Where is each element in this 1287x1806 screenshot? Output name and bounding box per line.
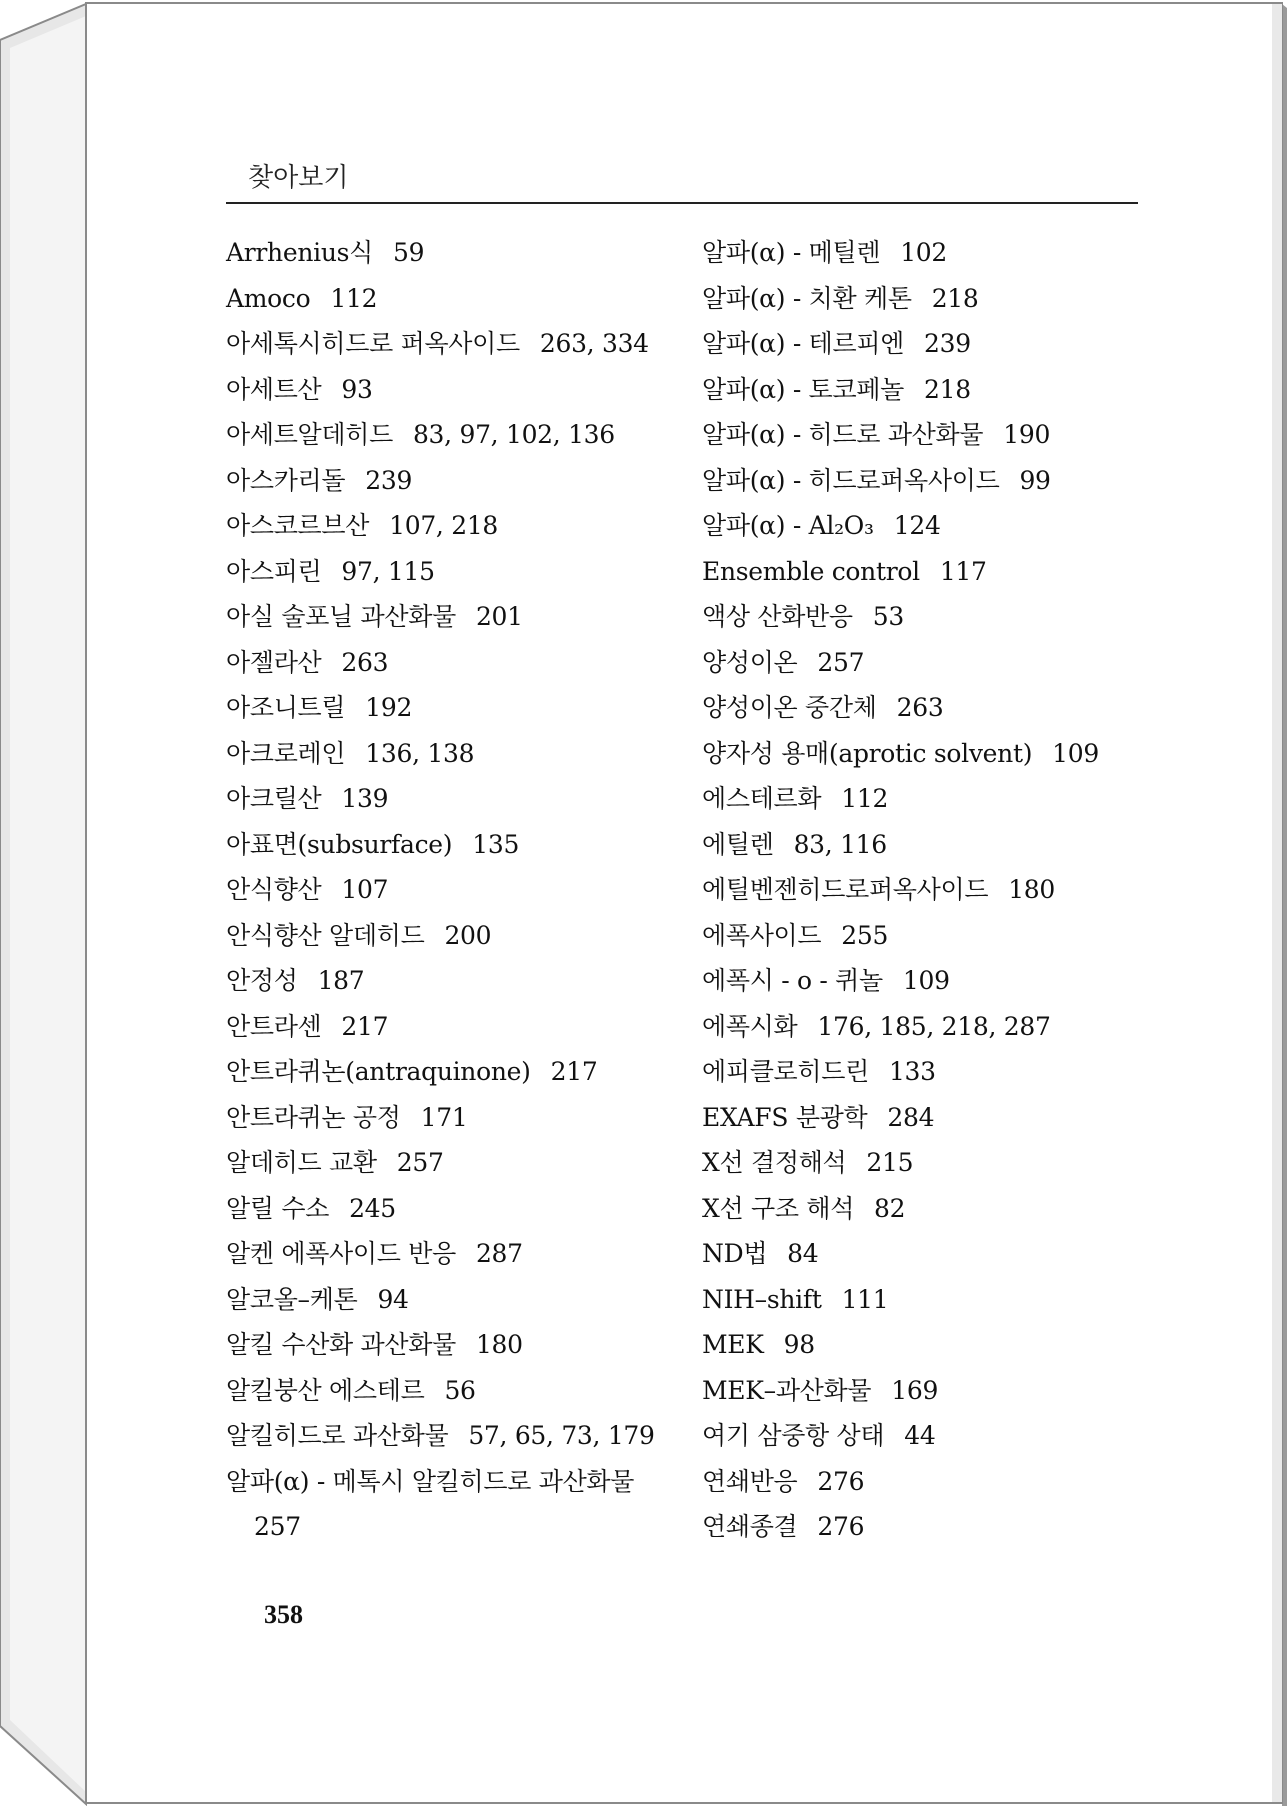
index-entry [702, 1049, 1152, 1095]
index-page-refs: 192 [365, 693, 413, 722]
index-page-refs: 200 [444, 920, 492, 950]
index-page-refs: 239 [365, 465, 413, 495]
index-term: 액상 산화반응 [702, 602, 853, 631]
index-entry [226, 549, 676, 595]
index-page-refs: 107, 218 [389, 511, 499, 540]
index-entry [226, 321, 676, 367]
index-term: MEK [702, 1330, 764, 1359]
index-entry [702, 958, 1152, 1004]
index-page-refs: 99 [1019, 465, 1051, 495]
index-entry [702, 1459, 1152, 1505]
index-term: NIH–shift [702, 1284, 822, 1314]
index-term: 안트라퀴논(antraquinone) [226, 1057, 531, 1086]
index-entry [702, 1186, 1152, 1232]
index-page-refs: 245 [349, 1193, 396, 1223]
index-term: 알파(α) - 토코페놀 [702, 374, 905, 404]
index-term: EXAFS 분광학 [702, 1102, 868, 1132]
index-page-refs: 93 [341, 374, 373, 404]
index-entry [702, 1368, 1152, 1414]
index-page-refs: 257 [254, 1512, 301, 1541]
left-column [226, 230, 676, 1550]
index-page-refs: 263 [896, 693, 944, 722]
index-entry [702, 685, 1152, 731]
index-term: 아크릴산 [226, 784, 322, 813]
index-page-refs: 124 [893, 511, 941, 540]
index-page-refs: 97, 115 [341, 556, 435, 586]
index-entry [702, 913, 1152, 959]
index-entry [226, 1368, 676, 1414]
index-entry [226, 458, 676, 504]
index-entry [226, 913, 676, 959]
index-entry [226, 640, 676, 686]
index-page-refs: 84 [787, 1239, 819, 1268]
index-term: MEK–과산화물 [702, 1375, 872, 1405]
index-entry [226, 1004, 676, 1050]
index-entry [702, 867, 1152, 913]
index-term: 알킬히드로 과산화물 [226, 1421, 449, 1450]
index-page-refs: 169 [891, 1375, 939, 1405]
index-term: 아스카리돌 [226, 465, 346, 495]
index-term: 알파(α) - 테르피엔 [702, 329, 905, 358]
index-page-refs: 139 [341, 784, 389, 813]
index-entry [702, 1095, 1152, 1141]
index-term: 알코올–케톤 [226, 1284, 358, 1314]
index-entry [226, 1504, 676, 1550]
index-entry [702, 230, 1152, 276]
index-entry [226, 1231, 676, 1277]
index-term: 알파(α) - Al₂O₃ [702, 511, 874, 540]
index-term: 아세톡시히드로 퍼옥사이드 [226, 329, 520, 358]
index-page-refs: 176, 185, 218, 287 [817, 1011, 1051, 1041]
index-page-refs: 171 [420, 1102, 468, 1132]
index-page-refs: 111 [841, 1284, 889, 1314]
index-term: 알파(α) - 히드로 과산화물 [702, 420, 984, 449]
index-page-refs: 107 [341, 875, 389, 904]
index-entry [226, 1277, 676, 1323]
index-page-refs: 117 [939, 556, 987, 586]
index-page-refs: 257 [396, 1148, 444, 1177]
index-term: 연쇄종결 [702, 1512, 798, 1541]
index-term: ND법 [702, 1239, 768, 1268]
index-term: 아스코르브산 [226, 511, 370, 540]
index-term: 여기 삼중항 상태 [702, 1421, 885, 1450]
index-entry [702, 731, 1152, 777]
index-entry [226, 958, 676, 1004]
index-page-refs: 82 [874, 1193, 906, 1223]
index-entry [226, 1322, 676, 1368]
index-entry [226, 1186, 676, 1232]
index-term: 에폭사이드 [702, 920, 822, 950]
index-entry [702, 412, 1152, 458]
index-entry [226, 1459, 676, 1505]
index-term: Ensemble control [702, 556, 920, 586]
index-entry [702, 458, 1152, 504]
index-page-refs: 112 [841, 784, 889, 813]
index-term: 알파(α) - 치환 케톤 [702, 283, 912, 313]
index-page-refs: 102 [900, 238, 948, 267]
index-page-refs: 255 [841, 920, 889, 950]
index-entry [226, 1095, 676, 1141]
index-term: 알파(α) - 메틸렌 [702, 238, 881, 267]
index-page-refs: 180 [1008, 875, 1056, 904]
index-term: 아표면(subsurface) [226, 829, 453, 859]
index-term: 에폭시화 [702, 1011, 798, 1041]
index-page-refs: 109 [902, 966, 950, 995]
index-term: 알릴 수소 [226, 1193, 330, 1223]
index-term: 아스피린 [226, 556, 322, 586]
index-page-refs: 98 [783, 1330, 815, 1359]
index-entry [226, 276, 676, 322]
section-title: 찾아보기 [248, 163, 349, 193]
index-page-refs: 215 [866, 1148, 914, 1177]
index-entry [702, 367, 1152, 413]
index-entry [702, 1504, 1152, 1550]
index-term: 안정성 [226, 966, 298, 995]
index-entry [226, 685, 676, 731]
index-page-refs: 187 [317, 966, 365, 995]
index-term: 알킬 수산화 과산화물 [226, 1330, 456, 1359]
index-entry [702, 776, 1152, 822]
index-term: 알파(α) - 메톡시 알킬히드로 과산화물 [226, 1466, 635, 1496]
index-page [88, 2, 1282, 1802]
index-entry [702, 276, 1152, 322]
index-term: 알켄 에폭사이드 반응 [226, 1239, 456, 1268]
index-page-refs: 56 [444, 1375, 476, 1405]
index-page-refs: 59 [393, 238, 425, 267]
index-entry [702, 822, 1152, 868]
index-entry [226, 230, 676, 276]
index-term: 아실 술포닐 과산화물 [226, 602, 456, 631]
index-entry [702, 1413, 1152, 1459]
index-entry [226, 412, 676, 458]
index-term: 알파(α) - 히드로퍼옥사이드 [702, 465, 1000, 495]
index-page-refs: 201 [475, 602, 523, 631]
index-page-refs: 276 [817, 1466, 865, 1496]
index-entry [226, 1049, 676, 1095]
index-term: 안식향산 [226, 875, 322, 904]
index-term: 알데히드 교환 [226, 1148, 377, 1177]
index-page-refs: 180 [475, 1330, 523, 1359]
index-term: 에틸벤젠히드로퍼옥사이드 [702, 875, 989, 904]
index-entry [226, 867, 676, 913]
index-term: 에폭시 - o - 퀴놀 [702, 966, 883, 995]
index-term: 양자성 용매(aprotic solvent) [702, 738, 1033, 768]
index-entry [702, 1277, 1152, 1323]
index-term: X선 구조 해석 [702, 1193, 855, 1223]
index-page-refs: 284 [887, 1102, 935, 1132]
index-term: 아조니트릴 [226, 693, 346, 722]
index-entry [702, 549, 1152, 595]
index-term: 아젤라산 [226, 647, 322, 677]
index-term: 양성이온 중간체 [702, 693, 877, 722]
index-term: Arrhenius식 [226, 238, 374, 267]
index-page-refs: 287 [475, 1239, 523, 1268]
index-entry [226, 594, 676, 640]
index-term: 아세트산 [226, 374, 322, 404]
page-number: 358 [264, 1600, 303, 1629]
index-page-refs: 109 [1052, 738, 1099, 768]
index-page-refs: 83, 97, 102, 136 [412, 420, 615, 449]
index-page-refs: 136, 138 [365, 738, 475, 768]
index-term: 아세트알데히드 [226, 420, 393, 449]
index-term: 연쇄반응 [702, 1466, 798, 1496]
index-page-refs: 217 [550, 1057, 598, 1086]
index-entry [226, 503, 676, 549]
index-page-refs: 218 [924, 374, 971, 404]
index-page-refs: 217 [341, 1011, 389, 1041]
index-entry [702, 1231, 1152, 1277]
index-page-refs: 135 [472, 829, 520, 859]
index-term: 안트라퀴논 공정 [226, 1102, 401, 1132]
index-page-refs: 83, 116 [793, 829, 887, 859]
index-term: 양성이온 [702, 647, 798, 677]
index-term: Amoco [226, 283, 311, 313]
index-entry [702, 1004, 1152, 1050]
index-page-refs: 44 [904, 1421, 936, 1450]
header-rule [226, 202, 1138, 204]
index-term: 에틸렌 [702, 829, 774, 859]
index-page-refs: 57, 65, 73, 179 [468, 1421, 655, 1450]
index-entry [702, 1140, 1152, 1186]
index-entry [702, 640, 1152, 686]
index-page-refs: 257 [817, 647, 865, 677]
index-page-refs: 218 [931, 283, 979, 313]
index-page-refs: 263, 334 [539, 329, 649, 358]
index-term: 알킬붕산 에스테르 [226, 1375, 425, 1405]
index-entry [702, 321, 1152, 367]
index-entry [226, 1413, 676, 1459]
index-entry [226, 367, 676, 413]
index-entry [226, 776, 676, 822]
index-term: 아크로레인 [226, 738, 346, 768]
index-term: 안식향산 알데히드 [226, 920, 425, 950]
index-page-refs: 112 [330, 283, 378, 313]
index-page-refs: 53 [872, 602, 904, 631]
right-column [702, 230, 1152, 1550]
index-page-refs: 263 [341, 647, 389, 677]
index-entry [702, 503, 1152, 549]
index-entry [702, 594, 1152, 640]
index-term: 안트라센 [226, 1011, 322, 1041]
index-page-refs: 239 [924, 329, 971, 358]
index-page-refs: 94 [377, 1284, 409, 1314]
index-page-refs: 133 [888, 1057, 936, 1086]
index-page-refs: 276 [817, 1512, 865, 1541]
index-entry [226, 1140, 676, 1186]
index-term: X선 결정해석 [702, 1148, 847, 1177]
index-entry [226, 822, 676, 868]
index-term: 에피클로히드린 [702, 1057, 869, 1086]
index-term: 에스테르화 [702, 784, 822, 813]
index-entry [226, 731, 676, 777]
index-entry [702, 1322, 1152, 1368]
index-page-refs: 190 [1003, 420, 1051, 449]
